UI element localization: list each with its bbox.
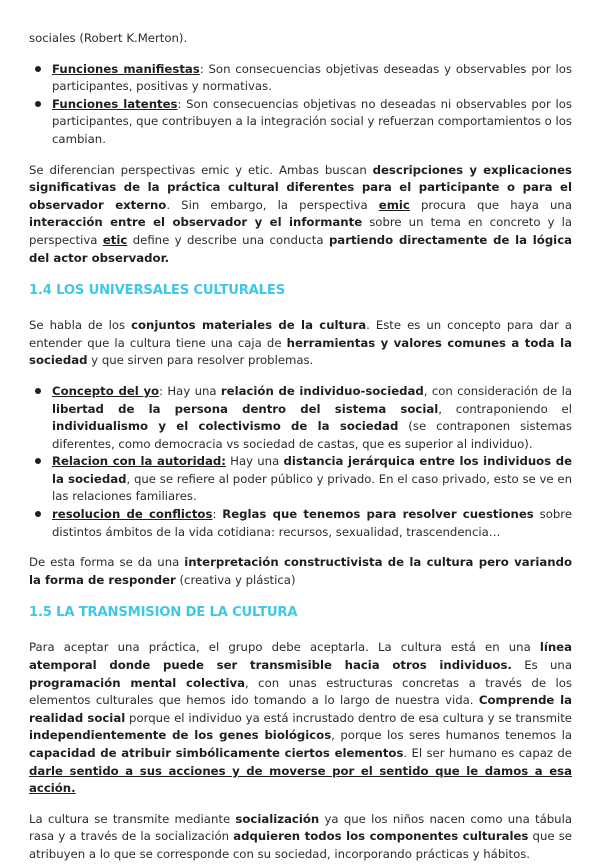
- bullet-icon: [35, 101, 41, 107]
- list-item: resolucion de conflictos: Reglas que tenemos para resolver cuestiones sobre distintos ámbitos de la vida cotidiana: recursos, sexualidad, trascendencia…: [29, 506, 572, 541]
- bullet-icon: [35, 511, 41, 517]
- universales-paragraph: Se habla de los conjuntos materiales de la cultura. Este es un concepto para dar a entender que la cultura tiene una caja de herramientas y valores comunes a toda la sociedad y que sirven para resolver problemas.: [29, 318, 572, 368]
- list-item: Relacion con la autoridad: Hay una distancia jerárquica entre los individuos de la sociedad, que se refiere al poder público y privado. En el caso privado, esto se ve en las relaciones familiares.: [29, 453, 572, 506]
- bullet-icon: [35, 66, 41, 72]
- bullet-icon: [35, 388, 41, 394]
- emic-etic-paragraph: Se diferencian perspectivas emic y etic. Ambas buscan descripciones y explicaciones significativas de la práctica cultural diferentes para el participante o para el observador externo. Sin embargo, la perspectiva emic procura que haya una interacción entre el observador y el informante sobre un tema en concreto y la perspectiva etic define y describe una conducta partiendo directamente de la lógica del actor observador.: [29, 162, 573, 265]
- socializacion-paragraph: La cultura se transmite mediante socialización ya que los niños nacen como una tábula rasa y a través de la socialización adquieren todos los componentes culturales que se atribuyen a lo que se corresponde con su sociedad, incorporando prácticas y hábitos.: [29, 811, 572, 861]
- transmision-paragraph: Para aceptar una práctica, el grupo debe aceptarla. La cultura está en una línea atemporal donde puede ser transmisible hacia otros individuos. Es una programación mental colectiva, con unas estructuras concretas a través de los elementos culturales que hemos ido tomando a lo largo de nuestra vida. Comprende la realidad social porque el individuo ya está incrustado dentro de esa cultura y se transmite independientemente de los genes biológicos, porque los seres humanos tenemos la capacidad de atribuir simbólicamente ciertos elementos. El ser humano es capaz de darle sentido a sus acciones y de moverse por el sentido que le damos a esa acción.: [29, 640, 573, 796]
- list-item: Funciones manifiestas: Son consecuencias objetivas deseadas y observables por los participantes, positivas y normativas.: [29, 61, 572, 96]
- section-heading-1-5: 1.5 LA TRANSMISION DE LA CULTURA: [29, 605, 298, 621]
- universales-list: [29, 383, 572, 541]
- section-heading-1-4: 1.4 LOS UNIVERSALES CULTURALES: [29, 283, 285, 299]
- funciones-list: [29, 61, 572, 149]
- bullet-icon: [35, 458, 41, 464]
- intro-line: sociales (Robert K.Merton).: [29, 31, 188, 45]
- document-body: [29, 30, 572, 864]
- constructivista-paragraph: De esta forma se da una interpretación constructivista de la cultura pero variando la forma de responder (creativa y plástica): [29, 555, 572, 587]
- list-item: Concepto del yo: Hay una relación de individuo-sociedad, con consideración de la libertad de la persona dentro del sistema social, contraponiendo el individualismo y el colectivismo de la sociedad (se contraponen sistemas diferentes, como democracia vs sociedad de castas, que es superior al individuo).: [29, 383, 572, 453]
- list-item: Funciones latentes: Son consecuencias objetivas no deseadas ni observables por los participantes, que contribuyen a la integración social y refuerzan comportamientos o los cambian.: [29, 96, 572, 149]
